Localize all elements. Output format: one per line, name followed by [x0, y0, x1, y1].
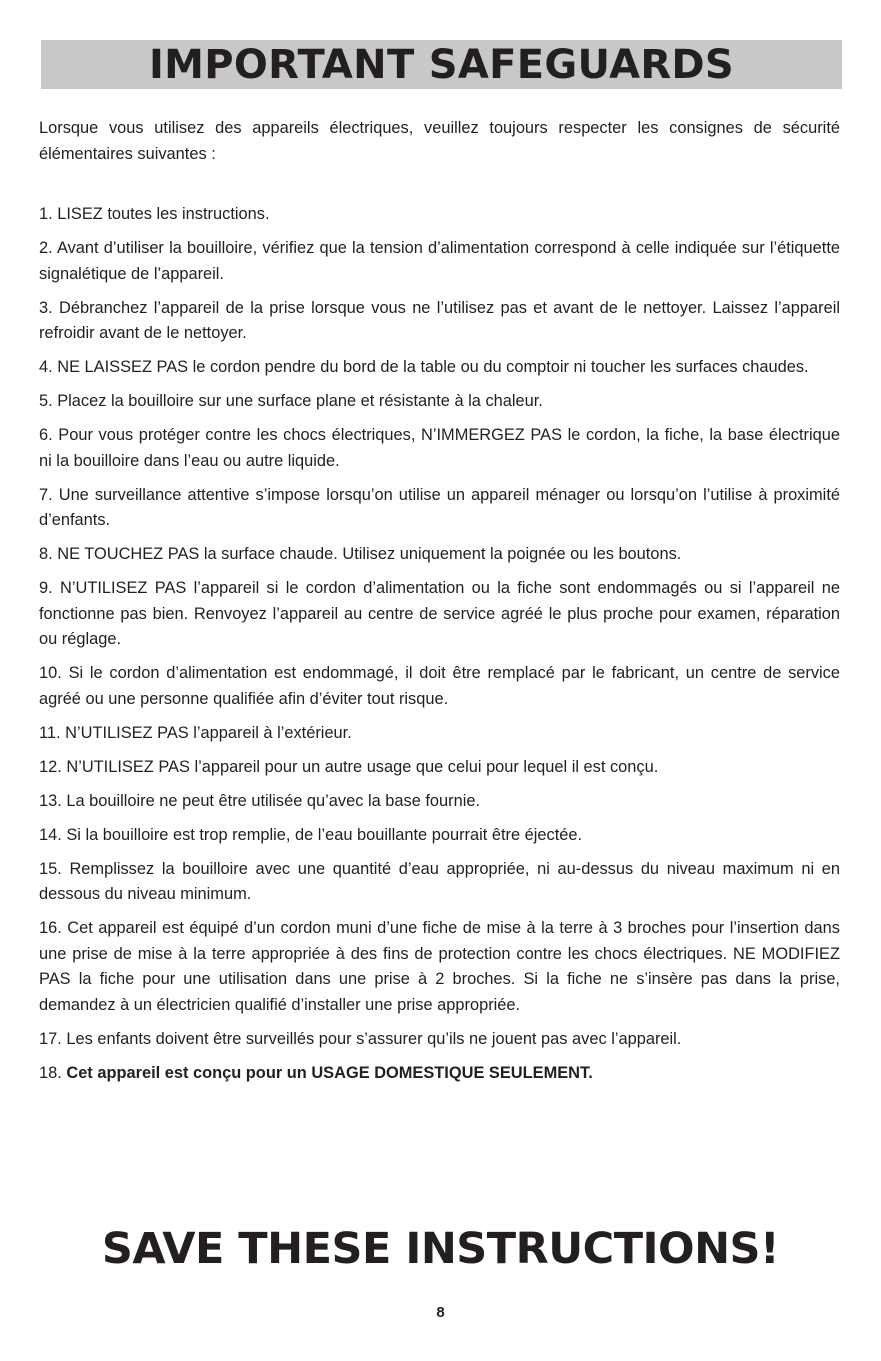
item-number: 17. [39, 1029, 62, 1048]
item-number: 7. [39, 485, 53, 504]
item-text: Si la bouilloire est trop remplie, de l’eau bouillante pourrait être éjectée. [66, 825, 583, 844]
item-number: 1. [39, 205, 53, 223]
page-number: 8 [436, 1304, 445, 1321]
safeguard-item [39, 389, 840, 415]
safeguard-item [39, 789, 840, 815]
item-number: 18. [39, 1063, 62, 1082]
item-text: Remplissez la bouilloire avec une quantité d’eau appropriée, ni au-dessus du niveau maximum ni en dessous du niveau minimum. [39, 859, 840, 903]
item-text: Cet appareil est conçu pour un USAGE DOMESTIQUE SEULEMENT. [66, 1063, 593, 1082]
safeguard-item [39, 576, 840, 653]
save-instructions-heading: SAVE THESE INSTRUCTIONS! [101, 1224, 780, 1274]
item-number: 13. [39, 791, 62, 810]
safeguards-content [39, 116, 840, 1095]
safeguard-item [39, 755, 840, 781]
title-banner [41, 40, 842, 89]
item-number: 10. [39, 664, 62, 682]
item-text: Placez la bouilloire sur une surface plane et résistante à la chaleur. [57, 392, 543, 410]
safeguard-item [39, 916, 840, 1018]
item-text: Avant d’utiliser la bouilloire, vérifiez que la tension d’alimentation correspond à celle indiquée sur l’étiquette signalétique de l’appareil. [39, 239, 841, 283]
item-text: NE LAISSEZ PAS le cordon pendre du bord de la table ou du comptoir ni toucher les surfaces chaudes. [57, 358, 809, 376]
item-number: 3. [39, 298, 53, 317]
item-text: Débranchez l’appareil de la prise lorsque vous ne l’utilisez pas et avant de le nettoyer. Laissez l’appareil refroidir avant de le nettoyer. [39, 298, 840, 342]
item-text: N’UTILISEZ PAS l’appareil si le cordon d’alimentation ou la fiche sont endommagés ou si l’appareil ne fonctionne pas bien. Renvoyez l’appareil au centre de service agréé le plus proche pour examen, réparation ou réglage. [39, 579, 840, 648]
safeguard-item [39, 542, 840, 568]
safeguard-item [39, 236, 840, 287]
item-text: La bouilloire ne peut être utilisée qu’avec la base fournie. [66, 791, 481, 810]
item-number: 16. [39, 919, 62, 937]
safeguard-item [39, 1061, 840, 1087]
safeguards-list [39, 202, 840, 1086]
safeguard-item [39, 661, 840, 712]
item-text: N’UTILISEZ PAS l’appareil pour un autre usage que celui pour lequel il est conçu. [66, 757, 659, 776]
item-text: Pour vous protéger contre les chocs électriques, N’IMMERGEZ PAS le cordon, la fiche, la base électrique ni la bouilloire dans l’eau ou autre liquide. [39, 426, 840, 470]
item-text: N’UTILISEZ PAS l’appareil à l’extérieur. [65, 723, 352, 742]
safeguard-item [39, 423, 840, 474]
item-text: NE TOUCHEZ PAS la surface chaude. Utilisez uniquement la poignée ou les boutons. [57, 545, 682, 563]
safeguard-item [39, 296, 840, 347]
safeguard-item [39, 857, 840, 908]
safeguard-item [39, 721, 840, 747]
item-text: LISEZ toutes les instructions. [57, 205, 270, 223]
item-number: 8. [39, 545, 53, 563]
safeguard-item [39, 202, 840, 228]
item-number: 9. [39, 579, 53, 597]
item-number: 2. [39, 239, 53, 257]
safeguard-item [39, 355, 840, 381]
safeguard-item [39, 483, 840, 534]
page-title: IMPORTANT SAFEGUARDS [148, 41, 735, 88]
item-text: Si le cordon d’alimentation est endommagé, il doit être remplacé par le fabricant, un centre de service agréé ou une personne qualifiée afin d’éviter tout risque. [39, 664, 840, 708]
item-text: Cet appareil est équipé d’un cordon muni d’une fiche de mise à la terre à 3 broches pour l’insertion dans une prise de mise à la terre appropriée à des fins de protection contre les chocs électriques. NE MODIFIEZ PAS la fiche pour une utilisation dans une prise à 2 broches. Si la fiche ne s’insère pas dans la prise, demandez à un électricien qualifié d’installer une prise appropriée. [39, 919, 840, 1014]
safeguard-item [39, 1027, 840, 1053]
item-number: 11. [39, 723, 61, 742]
item-number: 12. [39, 757, 62, 776]
item-number: 5. [39, 392, 53, 410]
item-number: 14. [39, 825, 62, 844]
item-number: 15. [39, 859, 62, 878]
item-text: Une surveillance attentive s’impose lorsqu’on utilise un appareil ménager ou lorsqu’on l’utilise à proximité d’enfants. [39, 485, 840, 529]
safeguard-item [39, 823, 840, 849]
intro-paragraph: Lorsque vous utilisez des appareils électriques, veuillez toujours respecter les consignes de sécurité élémentaires suivantes : [39, 119, 840, 163]
item-number: 6. [39, 426, 53, 444]
item-text: Les enfants doivent être surveillés pour s’assurer qu’ils ne jouent pas avec l’appareil. [66, 1029, 682, 1048]
item-number: 4. [39, 358, 53, 376]
